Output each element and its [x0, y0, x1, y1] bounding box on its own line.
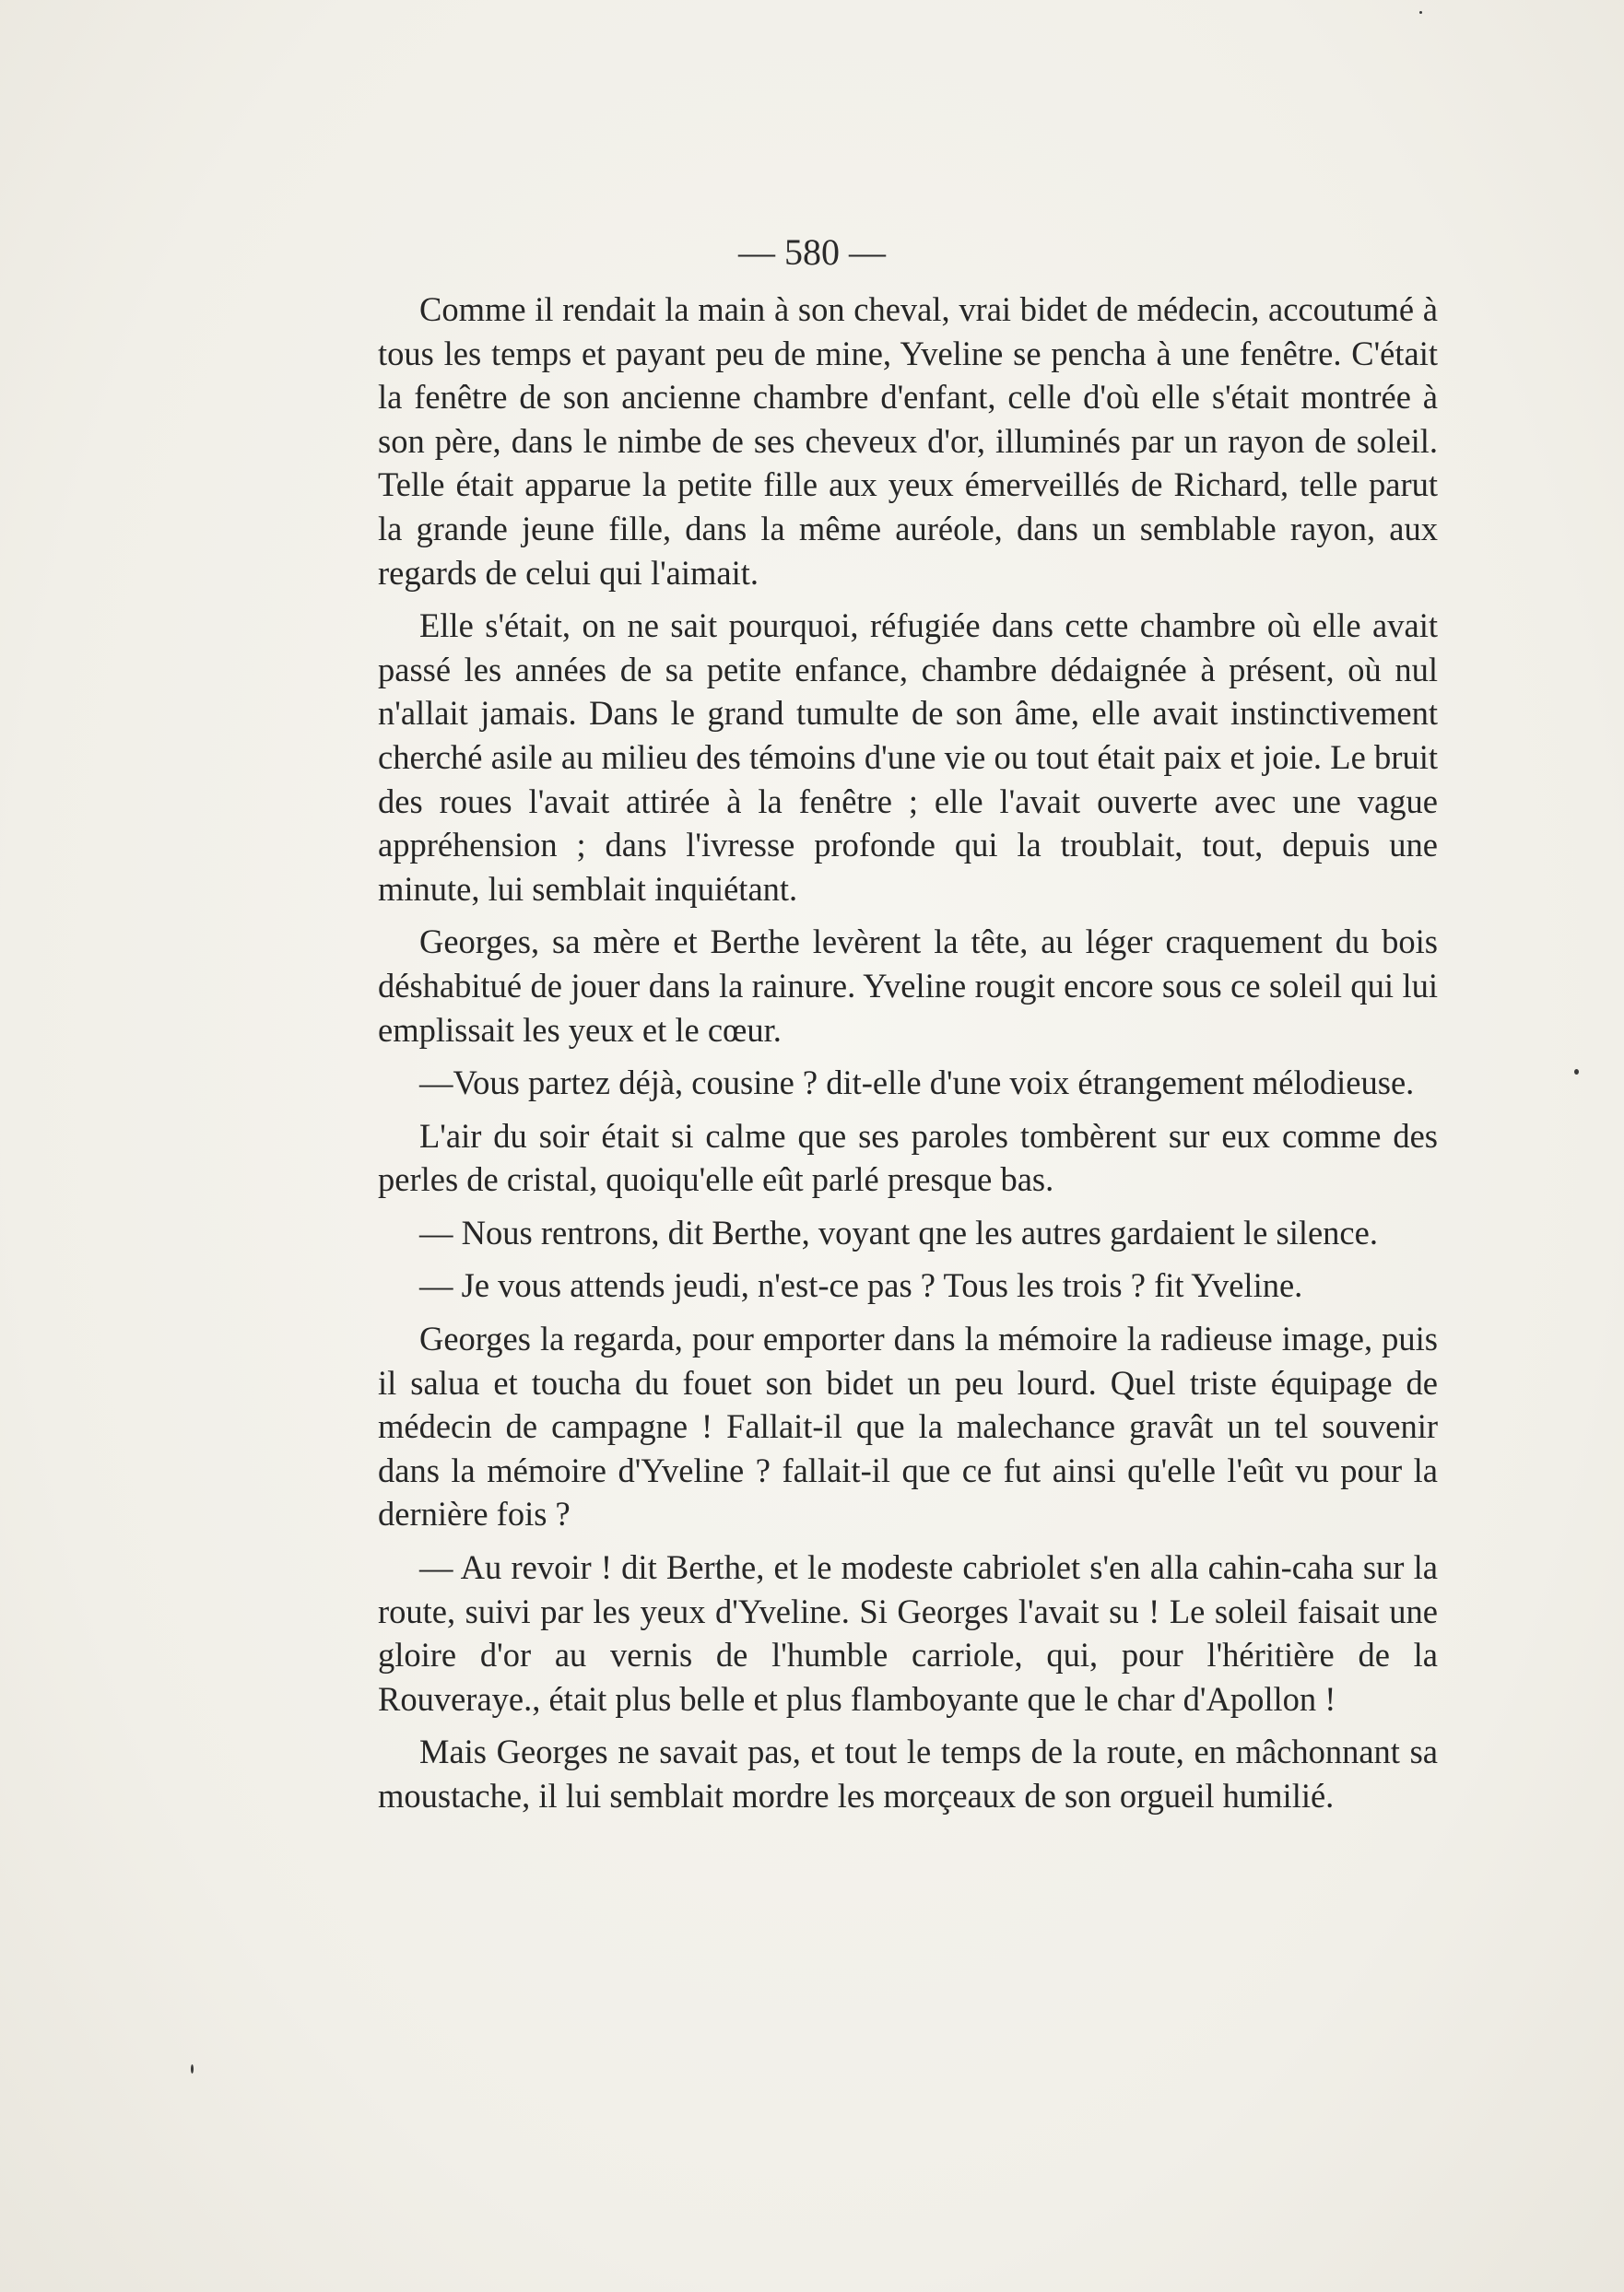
- paragraph: Mais Georges ne savait pas, et tout le temps de la route, en mâchonnant sa moustache, il lui semblait mordre les morçeaux de son orgueil humilié.: [378, 1733, 1438, 1815]
- paragraph: Elle s'était, on ne sait pourquoi, réfugiée dans cette chambre où elle avait passé les années de sa petite enfance, chambre dédaignée à présent, où nul n'allait jamais. Dans le grand tumulte de son âme, elle avait instinctivement cherché asile au milieu des témoins d'une vie ou tout était paix et joie. Le bruit des roues l'avait attirée à la fenêtre ; elle l'avait ouverte avec une vague appréhension ; dans l'ivresse profonde qui la troublait, tout, depuis une minute, lui semblait inquiétant.: [378, 606, 1438, 908]
- paragraph: —Vous partez déjà, cousine ? dit-elle d'une voix étrangement mélodieuse.: [419, 1064, 1415, 1102]
- body-text: [378, 288, 1438, 1828]
- paragraph: Comme il rendait la main à son cheval, vrai bidet de médecin, accoutumé à tous les temps et payant peu de mine, Yveline se pencha à une fenêtre. C'était la fenêtre de son ancienne chambre d'enfant, celle d'où elle s'était montrée à son père, dans le nimbe de ses cheveux d'or, illuminés par un rayon de soleil. Telle était apparue la petite fille aux yeux émerveillés de Richard, telle parut la grande jeune fille, dans la même auréole, dans un semblable rayon, aux regards de celui qui l'aimait.: [378, 290, 1438, 592]
- ink-speck: [1574, 1069, 1579, 1075]
- paragraph: L'air du soir était si calme que ses paroles tombèrent sur eux comme des perles de cristal, quoiqu'elle eût parlé presque bas.: [378, 1116, 1438, 1199]
- paragraph: — Je vous attends jeudi, n'est-ce pas ? Tous les trois ? fit Yveline.: [419, 1266, 1303, 1305]
- paragraph: — Nous rentrons, dit Berthe, voyant qne les autres gardaient le silence.: [419, 1213, 1378, 1252]
- ink-speck: [191, 2064, 194, 2074]
- paragraph: — Au revoir ! dit Berthe, et le modeste cabriolet s'en alla cahin-caha sur la route, suivi par les yeux d'Yveline. Si Georges l'avait su ! Le soleil faisait une gloire d'or au vernis de l'humble carriole, qui, pour l'héritière de la Rouveraye., était plus belle et plus flamboyante que le char d'Apollon !: [378, 1548, 1438, 1718]
- paragraph: Georges la regarda, pour emporter dans la mémoire la radieuse image, puis il salua et toucha du fouet son bidet un peu lourd. Quel triste équipage de médecin de campagne ! Fallait-il que la malechance gravât un tel souvenir dans la mémoire d'Yveline ? fallait-il que ce fut ainsi qu'elle l'eût vu pour la dernière fois ?: [378, 1320, 1438, 1534]
- ink-speck: [1419, 11, 1422, 14]
- page-number: — 580 —: [738, 231, 886, 273]
- paragraph: Georges, sa mère et Berthe levèrent la tête, au léger craquement du bois déshabitué de jouer dans la rainure. Yveline rougit encore sous ce soleil qui lui emplissait les yeux et le cœur.: [378, 923, 1438, 1049]
